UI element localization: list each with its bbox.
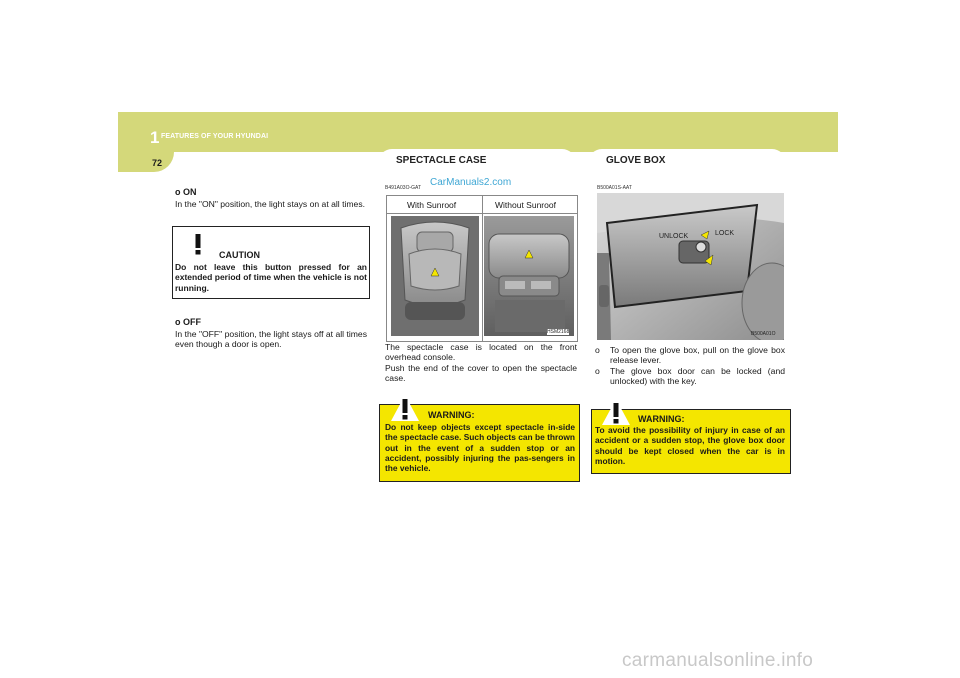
caution-title: CAUTION — [219, 250, 260, 260]
glovebox-item-2: The glove box door can be locked (and unlocked) with the key. — [610, 366, 785, 387]
exclamation-triangle-icon — [183, 229, 213, 257]
caution-text: Do not leave this button pressed for an extended period of time when the vehicle is not running. — [175, 262, 367, 293]
spectacle-warning-text: Do not keep objects except spectacle in-side the spectacle case. Such objects can be thrown out in the event of a sudden stop or an accident, possibly injuring the pas-sengers in the vehicle. — [385, 422, 575, 474]
glovebox-warning-text: To avoid the possibility of injury in case of an accident or a sudden stop, the glove box door should be kept closed when the car is in motion. — [595, 425, 785, 466]
on-heading: o ON — [175, 187, 197, 197]
glovebox-illustration — [597, 193, 784, 340]
spectacle-image-code: HSM2168 — [547, 329, 570, 335]
site-watermark: CarManuals2.com — [430, 177, 512, 188]
label-unlock: UNLOCK — [659, 233, 689, 240]
bullet-1: o — [595, 345, 600, 355]
page-number-tab — [118, 152, 174, 172]
glovebox-warning-title: WARNING: — [638, 414, 685, 424]
glovebox-item-1: To open the glove box, pull on the glove box release lever. — [610, 345, 785, 366]
off-heading: o OFF — [175, 317, 201, 327]
chapter-number: 1 — [150, 128, 160, 147]
spectacle-code: B491A03O-GAT — [385, 185, 422, 191]
spectacle-warning-title: WARNING: — [428, 410, 475, 420]
header-band — [118, 112, 838, 152]
exclamation-triangle-icon — [390, 394, 420, 422]
glovebox-image-code: B500A01O — [751, 331, 776, 337]
label-lock: LOCK — [715, 230, 735, 237]
overhead-console-illustration — [387, 214, 577, 340]
page-number: 72 — [152, 158, 163, 168]
label-without-sunroof: Without Sunroof — [495, 200, 556, 210]
spectacle-body: The spectacle case is located on the front overhead console. Push the end of the cover to open the spectacle case. — [385, 342, 577, 384]
label-with-sunroof: With Sunroof — [407, 200, 457, 210]
off-text: In the "OFF" position, the light stays off at all times even though a door is open. — [175, 329, 367, 350]
footer-watermark: carmanualsonline.info — [622, 650, 814, 671]
glovebox-code: B500A01S-AAT — [597, 185, 632, 191]
on-text: In the "ON" position, the light stays on at all times. — [175, 199, 366, 209]
bullet-2: o — [595, 366, 600, 376]
glovebox-figure — [597, 193, 784, 340]
glove-box-title: GLOVE BOX — [606, 155, 666, 166]
chapter-title: FEATURES OF YOUR HYUNDAI — [161, 133, 269, 140]
spectacle-case-title: SPECTACLE CASE — [396, 155, 487, 166]
spectacle-figure — [386, 195, 578, 342]
exclamation-triangle-icon — [601, 398, 631, 426]
